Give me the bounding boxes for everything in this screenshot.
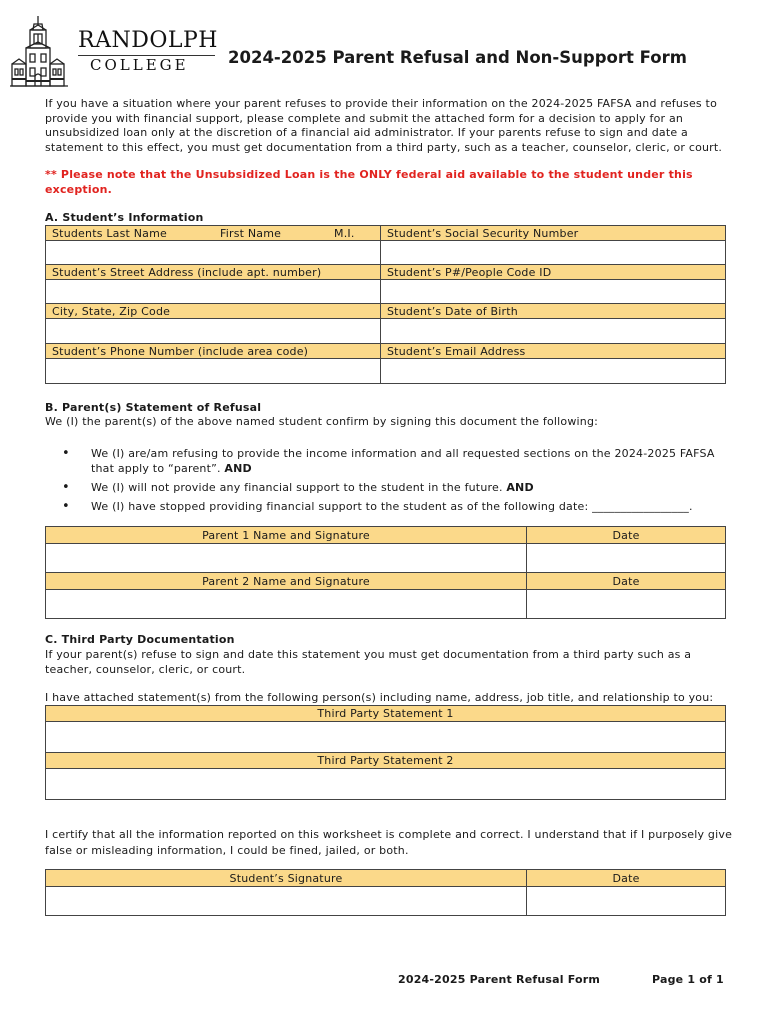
phone-label: Student’s Phone Number (include area code) <box>46 344 381 359</box>
statement1-label: Third Party Statement 1 <box>46 706 726 722</box>
email-label: Student’s Email Address <box>381 344 726 359</box>
student-signature-table <box>45 869 726 916</box>
list-item <box>62 480 732 495</box>
third-party-table <box>45 705 726 800</box>
phone-field[interactable] <box>46 359 381 384</box>
section-a-heading: A. Student’s Information <box>45 211 204 224</box>
pid-label: Student’s P#/People Code ID <box>381 265 726 280</box>
dob-field[interactable] <box>381 319 726 344</box>
section-c-text: If your parent(s) refuse to sign and date this statement you must get documentation from a third party such as a teacher, counselor, cleric, or court. <box>45 648 692 676</box>
refusal-bullet-list <box>62 446 732 518</box>
parent1-signature-field[interactable] <box>46 544 527 573</box>
student-date-field[interactable] <box>527 887 726 916</box>
student-info-table <box>45 225 726 384</box>
list-item <box>62 446 732 476</box>
bullet-icon: • <box>62 446 70 461</box>
bullet-emphasis: AND <box>224 462 252 475</box>
parent1-date-field[interactable] <box>527 544 726 573</box>
student-signature-field[interactable] <box>46 887 527 916</box>
address-label: Student’s Street Address (include apt. number) <box>46 265 381 280</box>
section-b-lead: We (I) the parent(s) of the above named student confirm by signing this document the following: <box>45 415 599 428</box>
logo-name: RANDOLPH <box>78 28 218 53</box>
bullet-text: We (I) are/am refusing to provide the income information and all requested sections on the 2024-2025 FAFSA that apply to “parent”. <box>91 447 715 475</box>
parent1-date-label: Date <box>527 527 726 544</box>
name-header <box>46 226 381 241</box>
college-logo <box>10 14 218 92</box>
form-title: 2024-2025 Parent Refusal and Non-Support Form <box>228 48 687 67</box>
statement2-label: Third Party Statement 2 <box>46 753 726 769</box>
dob-label: Student’s Date of Birth <box>381 304 726 319</box>
footer-page-number: Page 1 of 1 <box>652 973 724 986</box>
parent2-signature-field[interactable] <box>46 590 527 619</box>
footer-form-name: 2024-2025 Parent Refusal Form <box>398 973 601 986</box>
parent2-label: Parent 2 Name and Signature <box>46 573 527 590</box>
name-field[interactable] <box>46 241 381 265</box>
statement1-field[interactable] <box>46 722 726 753</box>
intro-paragraph: If you have a situation where your parent refuses to provide their information on the 2024-2025 FAFSA and refuses to provide you with financial support, please complete and submit the attached form for a decision to apply for an unsubsidized loan only at the discretion of a financial aid administrator. If your parents refuse to sign and date a statement to this effect, you must get documentation from a third party, such as a teacher, counselor, cleric, or court. <box>45 97 723 154</box>
parent2-date-label: Date <box>527 573 726 590</box>
statement2-field[interactable] <box>46 769 726 800</box>
mi-label: M.I. <box>334 226 355 240</box>
bullet-icon: • <box>62 480 70 495</box>
attached-statement-text: I have attached statement(s) from the following person(s) including name, address, job title, and relationship to you: <box>45 691 714 704</box>
address-field[interactable] <box>46 280 381 304</box>
ssn-label: Student’s Social Security Number <box>381 226 726 241</box>
pid-field[interactable] <box>381 280 726 304</box>
logo-sub: COLLEGE <box>90 56 189 74</box>
city-label: City, State, Zip Code <box>46 304 381 319</box>
bullet-text: We (I) have stopped providing financial support to the student as of the following date: _________________. <box>91 500 693 513</box>
last-name-label: Students Last Name <box>52 226 167 240</box>
email-field[interactable] <box>381 359 726 384</box>
first-name-label: First Name <box>220 226 282 240</box>
certification-text: I certify that all the information reported on this worksheet is complete and correct. I understand that if I purposely give false or misleading information, I could be fined, jailed, or both. <box>45 828 733 857</box>
city-field[interactable] <box>46 319 381 344</box>
bullet-icon: • <box>62 499 70 514</box>
parent2-date-field[interactable] <box>527 590 726 619</box>
notice-text: ** Please note that the Unsubsidized Loan is the ONLY federal aid available to the student under this exception. <box>45 168 693 196</box>
ssn-field[interactable] <box>381 241 726 265</box>
parent1-label: Parent 1 Name and Signature <box>46 527 527 544</box>
bullet-emphasis: AND <box>506 481 534 494</box>
parent-signature-table <box>45 526 726 619</box>
section-c-heading: C. Third Party Documentation <box>45 633 235 646</box>
building-tower-icon <box>10 14 70 92</box>
list-item <box>62 499 732 514</box>
student-signature-label: Student’s Signature <box>46 870 527 887</box>
student-date-label: Date <box>527 870 726 887</box>
section-b-heading: B. Parent(s) Statement of Refusal <box>45 401 262 414</box>
bullet-text: We (I) will not provide any financial support to the student in the future. <box>91 481 503 494</box>
